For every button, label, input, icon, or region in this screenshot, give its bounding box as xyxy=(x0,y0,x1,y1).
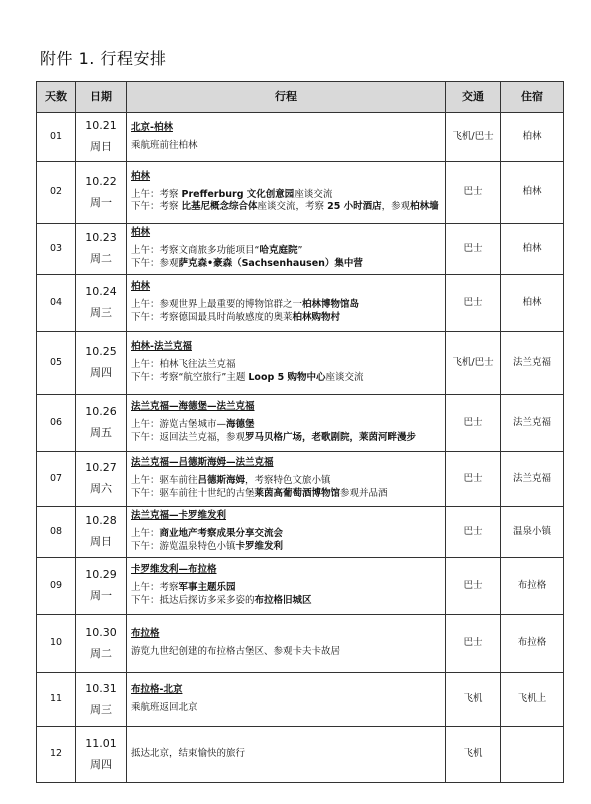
day-cell: 04 xyxy=(37,275,76,332)
plan-line xyxy=(131,582,445,595)
hotel-cell: 法兰克福 xyxy=(501,332,564,395)
day-cell: 09 xyxy=(37,558,76,615)
weekday-text: 周日 xyxy=(90,140,112,153)
weekday-text: 周六 xyxy=(90,482,112,495)
header-day: 天数 xyxy=(37,82,76,113)
date-cell xyxy=(76,507,127,558)
hotel-cell xyxy=(501,727,564,783)
date-text: 10.31 xyxy=(85,681,117,695)
route-title: 柏林 xyxy=(131,281,151,293)
plan-text: 下午：游览温泉特色小镇 xyxy=(131,540,236,552)
hotel-cell: 飞机上 xyxy=(501,673,564,727)
hotel-cell: 布拉格 xyxy=(501,615,564,673)
plan-line xyxy=(131,245,445,258)
weekday-text: 周日 xyxy=(90,535,112,548)
date-text: 10.24 xyxy=(85,285,117,299)
plan-highlight: （Sachsenhausen）集中营 xyxy=(232,257,363,269)
plan-text: 下午：考察 xyxy=(131,201,182,213)
date-text: 10.29 xyxy=(85,568,117,582)
plan-text: 座谈交流 xyxy=(294,188,333,200)
plan-text: 上午：考察文商旅多功能项目“ xyxy=(131,245,260,257)
plan-cell xyxy=(127,558,446,615)
hotel-cell: 柏林 xyxy=(501,113,564,162)
plan-highlight: Loop 5 购物中心 xyxy=(248,371,326,383)
weekday-text: 周二 xyxy=(90,646,112,660)
plan-text: 参观并品酒 xyxy=(340,487,388,499)
route-title: 北京-柏林 xyxy=(131,121,173,133)
plan-text: 座谈交流，考察 xyxy=(257,201,328,213)
day-cell: 12 xyxy=(37,727,76,783)
date-text: 10.22 xyxy=(85,174,117,188)
route-title: 法兰克福—海德堡—法兰克福 xyxy=(131,401,255,413)
plan-text: 下午：抵达后探访多采多姿的 xyxy=(131,594,255,606)
route-title: 柏林 xyxy=(131,227,151,239)
date-text: 11.01 xyxy=(85,736,117,750)
plan-line xyxy=(131,299,445,312)
route-title: 法兰克福—卡罗维发利 xyxy=(131,510,227,522)
plan-text: 下午：考察“航空旅行”主题 xyxy=(131,371,249,383)
plan-highlight: 军事主题乐园 xyxy=(178,582,236,594)
traffic-cell: 飞机 xyxy=(446,727,501,783)
plan-highlight: 哈克庭院 xyxy=(259,245,298,257)
plan-highlight: 吕德斯海姆 xyxy=(197,475,246,487)
plan-text: 下午：驱车前往十世纪的古堡 xyxy=(131,487,255,499)
day-cell: 06 xyxy=(37,395,76,452)
traffic-cell: 巴士 xyxy=(446,224,501,275)
hotel-cell: 柏林 xyxy=(501,162,564,224)
header-traffic: 交通 xyxy=(446,82,501,113)
weekday-text: 周三 xyxy=(90,702,112,716)
date-cell xyxy=(76,558,127,615)
plan-line xyxy=(131,541,445,554)
weekday-text: 周五 xyxy=(90,426,112,439)
day-cell: 08 xyxy=(37,507,76,558)
weekday-text: 周三 xyxy=(90,306,112,319)
plan-text: 上午：参观世界上最重要的博物馆群之一 xyxy=(131,299,303,311)
route-title: 柏林 xyxy=(131,170,151,182)
plan-highlight: Prefferburg 文化创意园 xyxy=(181,188,295,200)
plan-cell xyxy=(127,332,446,395)
table-row xyxy=(37,113,564,162)
plan-highlight: 卡罗维发利 xyxy=(235,540,284,552)
plan-line xyxy=(131,432,445,445)
hotel-cell: 温泉小镇 xyxy=(501,507,564,558)
date-text: 10.27 xyxy=(85,461,117,475)
table-row xyxy=(37,275,564,332)
plan-line xyxy=(131,258,445,271)
plan-line xyxy=(131,359,445,372)
weekday-text: 周四 xyxy=(90,757,112,771)
plan-highlight: 罗马贝格广场，老歌剧院，莱茵河畔漫步 xyxy=(245,431,417,443)
route-title: 布拉格 xyxy=(131,628,160,640)
route-title: 卡罗维发利—布拉格 xyxy=(131,564,217,576)
weekday-text: 周一 xyxy=(90,589,112,602)
plan-cell xyxy=(127,395,446,452)
plan-cell xyxy=(127,727,446,783)
plan-highlight: 海德堡 xyxy=(226,419,255,431)
plan-line xyxy=(131,748,445,761)
date-cell xyxy=(76,727,127,783)
date-text: 10.25 xyxy=(85,345,117,359)
plan-text: 下午：考察德国最具时尚敏感度的奥莱 xyxy=(131,311,293,323)
date-cell xyxy=(76,452,127,507)
table-row xyxy=(37,452,564,507)
plan-cell xyxy=(127,113,446,162)
hotel-cell: 法兰克福 xyxy=(501,452,564,507)
itinerary-table xyxy=(36,81,564,783)
plan-text: 下午：返回法兰克福，参观 xyxy=(131,431,246,443)
plan-text: 座谈交流 xyxy=(325,371,364,383)
header-plan: 行程 xyxy=(127,82,446,113)
plan-cell xyxy=(127,673,446,727)
weekday-text: 周四 xyxy=(90,366,112,379)
plan-line xyxy=(131,201,445,214)
plan-cell xyxy=(127,615,446,673)
day-cell: 05 xyxy=(37,332,76,395)
header-date: 日期 xyxy=(76,82,127,113)
table-row xyxy=(37,162,564,224)
plan-line xyxy=(131,528,445,541)
table-row xyxy=(37,727,564,783)
traffic-cell: 巴士 xyxy=(446,275,501,332)
day-cell: 10 xyxy=(37,615,76,673)
plan-text: 上午：游览古堡城市— xyxy=(131,419,227,431)
plan-highlight: 柏林博物馆岛 xyxy=(302,299,360,311)
date-cell xyxy=(76,332,127,395)
plan-cell xyxy=(127,507,446,558)
date-text: 10.23 xyxy=(85,231,117,245)
plan-line xyxy=(131,312,445,325)
date-text: 10.21 xyxy=(85,119,117,133)
plan-text: 上午： xyxy=(131,528,160,540)
plan-line xyxy=(131,595,445,608)
plan-highlight: 25 小时酒店 xyxy=(327,201,382,213)
route-title: 法兰克福—吕德斯海姆—法兰克福 xyxy=(131,457,274,469)
weekday-text: 周一 xyxy=(90,195,112,209)
plan-highlight: 柏林购物村 xyxy=(292,311,341,323)
header-hotel: 住宿 xyxy=(501,82,564,113)
plan-highlight: 柏林墙 xyxy=(410,201,439,213)
hotel-cell: 柏林 xyxy=(501,224,564,275)
day-cell: 03 xyxy=(37,224,76,275)
plan-highlight: 莱茵高葡萄酒博物馆 xyxy=(254,487,341,499)
route-title: 布拉格-北京 xyxy=(131,684,183,696)
plan-line xyxy=(131,475,445,488)
hotel-cell: 柏林 xyxy=(501,275,564,332)
date-cell xyxy=(76,395,127,452)
plan-text: 抵达北京，结束愉快的旅行 xyxy=(131,748,246,760)
traffic-cell: 巴士 xyxy=(446,395,501,452)
plan-text: 游览九世纪创建的布拉格古堡区、参观卡夫卡故居 xyxy=(131,646,341,657)
hotel-cell: 法兰克福 xyxy=(501,395,564,452)
plan-highlight: 萨克森•豪森 xyxy=(178,257,233,269)
day-cell: 07 xyxy=(37,452,76,507)
date-cell xyxy=(76,275,127,332)
day-cell: 11 xyxy=(37,673,76,727)
weekday-text: 周二 xyxy=(90,252,112,265)
document-title: 附件 1. 行程安排 xyxy=(40,49,167,68)
traffic-cell: 巴士 xyxy=(446,507,501,558)
plan-highlight: 布拉格旧城区 xyxy=(254,594,312,606)
plan-cell xyxy=(127,224,446,275)
day-cell: 01 xyxy=(37,113,76,162)
plan-line xyxy=(131,419,445,432)
date-cell xyxy=(76,615,127,673)
plan-text: 乘航班返回北京 xyxy=(131,702,198,713)
plan-highlight: 商业地产考察成果分享交流会 xyxy=(159,528,284,540)
plan-text: ，参观 xyxy=(381,201,411,213)
table-row xyxy=(37,558,564,615)
day-cell: 02 xyxy=(37,162,76,224)
date-text: 10.26 xyxy=(85,405,117,419)
plan-cell xyxy=(127,452,446,507)
plan-line xyxy=(131,702,445,715)
plan-line xyxy=(131,189,445,202)
table-row xyxy=(37,395,564,452)
plan-text: 乘航班前往柏林 xyxy=(131,139,198,151)
plan-text: 上午：考察 xyxy=(131,188,182,200)
plan-text: ，考察特色文旅小镇 xyxy=(245,475,331,487)
plan-line xyxy=(131,140,445,153)
plan-cell xyxy=(127,275,446,332)
plan-line xyxy=(131,372,445,385)
plan-text: 下午：参观 xyxy=(131,257,179,269)
plan-text: 上午：驱车前往 xyxy=(131,475,198,487)
date-cell xyxy=(76,162,127,224)
itinerary-body xyxy=(37,113,564,783)
plan-line xyxy=(131,646,445,659)
traffic-cell: 巴士 xyxy=(446,615,501,673)
traffic-cell: 巴士 xyxy=(446,558,501,615)
table-row xyxy=(37,332,564,395)
table-row xyxy=(37,615,564,673)
date-cell xyxy=(76,224,127,275)
plan-highlight: 比基尼概念综合体 xyxy=(181,201,258,213)
table-header-row xyxy=(37,82,564,113)
traffic-cell: 飞机 xyxy=(446,673,501,727)
traffic-cell: 巴士 xyxy=(446,162,501,224)
table-row xyxy=(37,507,564,558)
plan-text: 上午：考察 xyxy=(131,582,179,594)
plan-line xyxy=(131,488,445,501)
table-row xyxy=(37,673,564,727)
date-text: 10.28 xyxy=(85,514,117,528)
plan-cell xyxy=(127,162,446,224)
traffic-cell: 巴士 xyxy=(446,452,501,507)
route-title: 柏林-法兰克福 xyxy=(131,341,192,353)
plan-text: ” xyxy=(297,245,303,257)
date-cell xyxy=(76,673,127,727)
date-cell xyxy=(76,113,127,162)
traffic-cell: 飞机/巴士 xyxy=(446,113,501,162)
table-row xyxy=(37,224,564,275)
traffic-cell: 飞机/巴士 xyxy=(446,332,501,395)
hotel-cell: 布拉格 xyxy=(501,558,564,615)
date-text: 10.30 xyxy=(85,625,117,639)
plan-text: 上午：柏林飞往法兰克福 xyxy=(131,359,236,371)
